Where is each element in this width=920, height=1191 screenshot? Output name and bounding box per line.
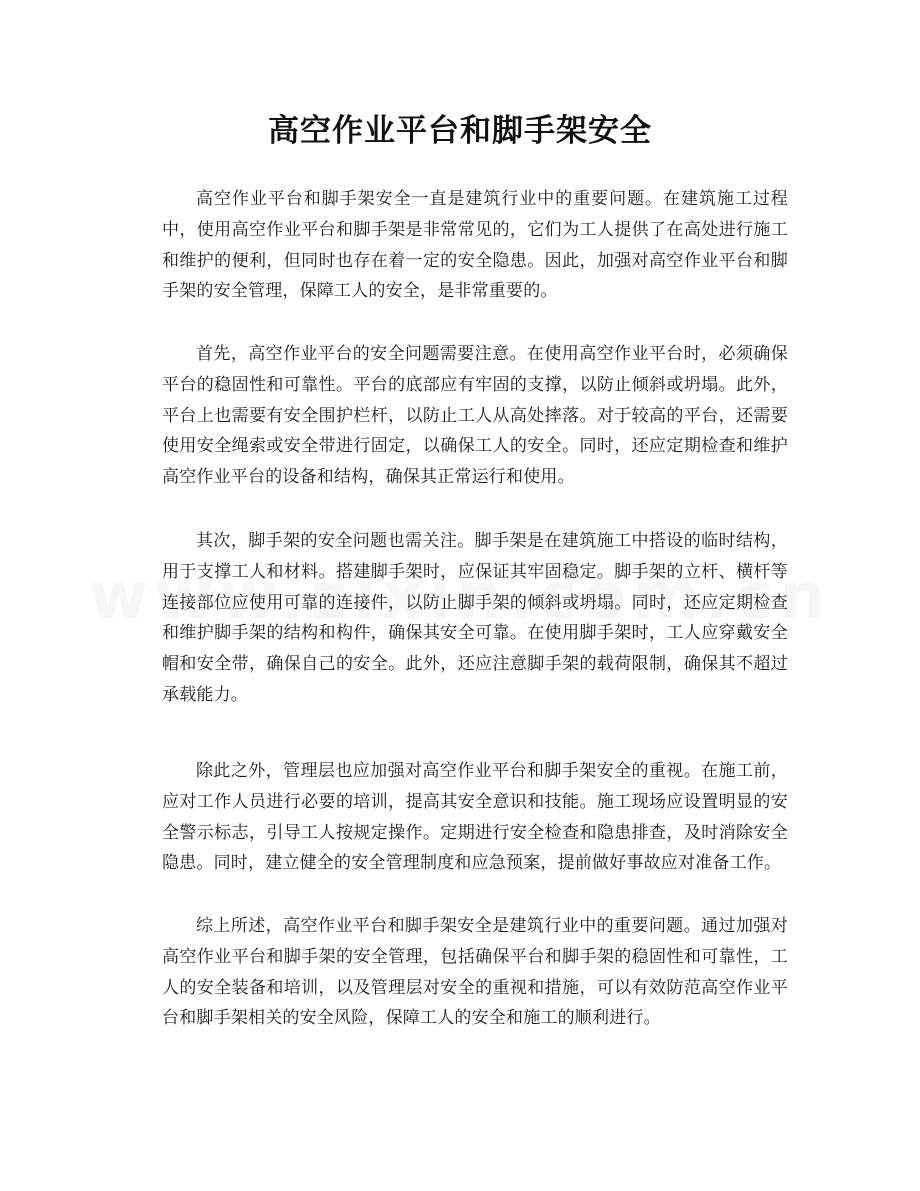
paragraph-summary: 综上所述，高空作业平台和脚手架安全是建筑行业中的重要问题。通过加强对高空作业平台和脚手架的安全管理，包括确保平台和脚手架的稳固性和可靠性，工人的安全装备和培训，以及管理层对安全的重视和措施，可以有效防范高空作业平台和脚手架相关的安全风险，保障工人的安全和施工的顺利进行。 <box>162 916 788 1029</box>
page-title: 高空作业平台和脚手架安全 <box>268 113 652 149</box>
paragraph-intro: 高空作业平台和脚手架安全一直是建筑行业中的重要问题。在建筑施工过程中，使用高空作业平台和脚手架是非常常见的，它们为工人提供了在高处进行施工和维护的便利，但同时也存在着一定的安全隐患。因此，加强对高空作业平台和脚手架的安全管理，保障工人的安全，是非常重要的。 <box>162 189 788 302</box>
paragraph-management: 除此之外，管理层也应加强对高空作业平台和脚手架安全的重视。在施工前，应对工作人员进行必要的培训，提高其安全意识和技能。施工现场应设置明显的安全警示标志，引导工人按规定操作。定期进行安全检查和隐患排查，及时消除安全隐患。同时，建立健全的安全管理制度和应急预案，提前做好事故应对准备工作。 <box>162 761 788 874</box>
paragraph-platform: 首先，高空作业平台的安全问题需要注意。在使用高空作业平台时，必须确保平台的稳固性和可靠性。平台的底部应有牢固的支撑，以防止倾斜或坍塌。此外，平台上也需要有安全围护栏杆，以防止工人从高处摔落。对于较高的平台，还需要使用安全绳索或安全带进行固定，以确保工人的安全。同时，还应定期检查和维护高空作业平台的设备和结构，确保其正常运行和使用。 <box>162 344 788 488</box>
paragraph-scaffold: 其次，脚手架的安全问题也需关注。脚手架是在建筑施工中搭设的临时结构，用于支撑工人和材料。搭建脚手架时，应保证其牢固稳定。脚手架的立杆、横杆等连接部位应使用可靠的连接件，以防止脚手架的倾斜或坍塌。同时，还应定期检查和维护脚手架的结构和构件，确保其安全可靠。在使用脚手架时，工人应穿戴安全帽和安全带，确保自己的安全。此外，还应注意脚手架的载荷限制，确保其不超过承载能力。 <box>162 531 788 705</box>
